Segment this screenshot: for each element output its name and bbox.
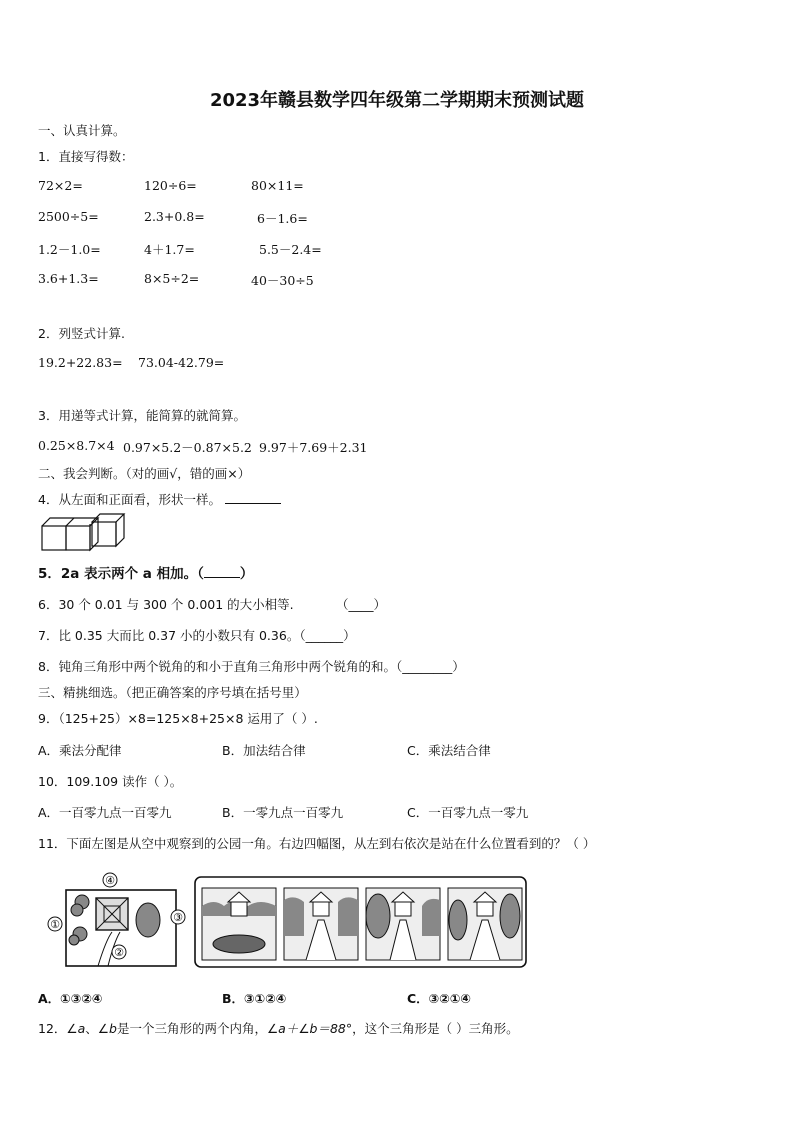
view-4	[448, 888, 522, 960]
q1-cell: 2.3+0.8=	[144, 209, 205, 224]
q1-cell: 3.6+1.3=	[38, 271, 99, 286]
q11-option-b[interactable]: B．③①②④	[222, 991, 287, 1006]
q1-cell: 80×11=	[251, 178, 304, 193]
q3-item: 0.25×8.7×4	[38, 438, 115, 453]
q7-label: 7．比 0.35 大而比 0.37 小的小数只有 0.36。（______）	[38, 628, 356, 643]
q2-item: 73.04-42.79=	[138, 355, 225, 370]
q9-option-b[interactable]: B．加法结合律	[222, 743, 306, 758]
q2-item: 19.2+22.83=	[38, 355, 123, 370]
view-1	[202, 888, 276, 960]
q11-label: 11．下面左图是从空中观察到的公园一角。右边四幅图，从左到右依次是站在什么位置看到的？（ ）	[38, 836, 596, 851]
q12-sep: 、	[85, 1021, 98, 1036]
q10-label: 10．109.109 读作（ ）。	[38, 774, 183, 789]
q1-cell: 72×2=	[38, 178, 83, 193]
q1-cell: 4＋1.7=	[144, 242, 195, 257]
map-label-3: ③	[173, 911, 183, 924]
map-label-4: ④	[105, 874, 115, 887]
q11-option-c[interactable]: C．③②①④	[407, 991, 472, 1006]
angle-b: ∠b	[97, 1021, 117, 1036]
q2-label: 2．列竖式计算.	[38, 326, 125, 341]
q12-text	[38, 1019, 519, 1037]
q10-option-b[interactable]: B．一零九点一百零九	[222, 805, 344, 820]
q12-mid: 是一个三角形的两个内角，	[116, 1021, 267, 1036]
answer-blank[interactable]	[225, 491, 281, 504]
cubes-figure	[40, 512, 126, 554]
q5-end: ）	[239, 566, 254, 582]
answer-blank[interactable]	[204, 565, 240, 578]
map-label-2: ②	[114, 946, 124, 959]
section1-heading: 一、认真计算。	[38, 123, 126, 138]
q9-option-a[interactable]: A．乘法分配律	[38, 743, 122, 758]
map-label-1: ①	[50, 918, 60, 931]
q4-text	[38, 490, 281, 508]
view-3	[366, 888, 440, 960]
view-2	[284, 888, 358, 960]
q9-label: 9．（125+25）×8=125×8+25×8 运用了（ ）.	[38, 711, 318, 726]
q1-cell: 40－30÷5	[251, 273, 314, 288]
section3-heading: 三、精挑细选。（把正确答案的序号填在括号里）	[38, 685, 307, 700]
angle-a: ∠a	[66, 1021, 86, 1036]
q12-prefix: 12．	[38, 1021, 67, 1036]
four-views-figure	[194, 876, 528, 968]
pond-ellipse	[136, 903, 160, 937]
q1-cell: 5.5－2.4=	[259, 242, 322, 257]
q1-cell: 2500÷5=	[38, 209, 99, 224]
q8-label: 8．钝角三角形中两个锐角的和小于直角三角形中两个锐角的和。（________）	[38, 659, 465, 674]
q1-cell: 6－1.6=	[257, 211, 308, 226]
section2-heading: 二、我会判断。（对的画√，错的画×）	[38, 466, 251, 481]
q5-text	[38, 562, 253, 582]
q5-label: 5．2a 表示两个 a 相加。（	[38, 566, 204, 582]
q1-cell: 120÷6=	[144, 178, 197, 193]
q9-option-c[interactable]: C．乘法结合律	[407, 743, 491, 758]
q1-cell: 1.2－1.0=	[38, 242, 101, 257]
q3-label: 3．用递等式计算，能简算的就简算。	[38, 408, 246, 423]
park-map-figure	[44, 870, 190, 970]
q3-item: 0.97×5.2－0.87×5.2	[123, 440, 252, 455]
q10-option-a[interactable]: A．一百零九点一百零九	[38, 805, 172, 820]
q12-expression: ∠a＋∠b＝88°	[266, 1021, 353, 1036]
q1-cell: 8×5÷2=	[144, 271, 200, 286]
q6-label: 6．30 个 0.01 与 300 个 0.001 的大小相等.	[38, 597, 294, 612]
q11-option-a[interactable]: A．①③②④	[38, 991, 103, 1006]
page-title: 2023年赣县数学四年级第二学期期末预测试题	[209, 90, 585, 111]
q3-item: 9.97＋7.69＋2.31	[259, 440, 368, 455]
q4-label: 4．从左面和正面看，形状一样。	[38, 492, 221, 507]
q1-label: 1．直接写得数：	[38, 149, 134, 164]
q12-end: ，这个三角形是（ ）三角形。	[352, 1021, 519, 1036]
q10-option-c[interactable]: C．一百零九点一零九	[407, 805, 529, 820]
cube-back	[92, 522, 116, 546]
cube-front-face	[66, 526, 90, 550]
cube-front-face	[42, 526, 66, 550]
q6-answer-paren[interactable]: （____）	[336, 597, 387, 612]
